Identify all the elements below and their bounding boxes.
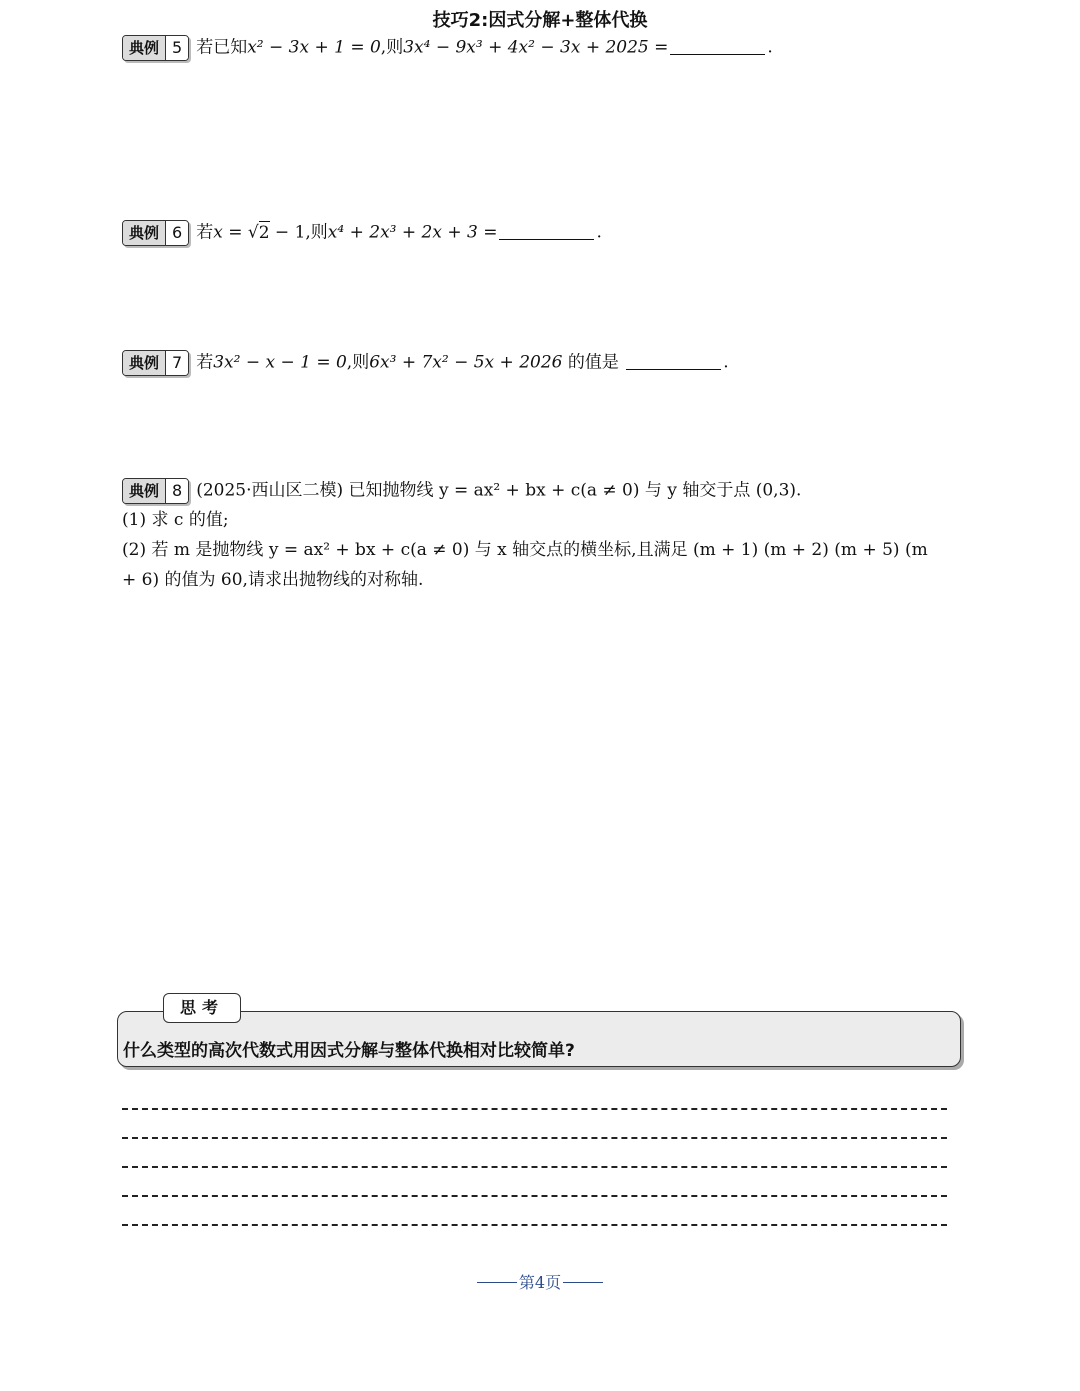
think-question: 什么类型的高次代数式用因式分解与整体代换相对比较简单? (123, 1041, 575, 1061)
answer-blank[interactable] (670, 38, 765, 55)
example-5: 典例 5 若已知x² − 3x + 1 = 0,则3x⁴ − 9x³ + 4x² − 3x + 2025 = . (122, 35, 773, 61)
example-7: 典例 7 若3x² − x − 1 = 0,则6x³ + 7x² − 5x + 2026 的值是 . (122, 350, 729, 376)
sqrt-symbol: √ (247, 222, 259, 243)
example-8-question-1: (1) 求 c 的值; (122, 510, 229, 530)
think-tab: 思考 (163, 993, 241, 1023)
answer-blank[interactable] (626, 353, 721, 370)
footer-rule-right (563, 1282, 603, 1283)
example-8: 典例 8 (2025·西山区二模) 已知抛物线 y = ax² + bx + c(a ≠ 0) 与 y 轴交于点 (0,3). (122, 478, 801, 504)
example-badge: 典例 8 (122, 478, 189, 504)
answer-line[interactable] (122, 1166, 947, 1168)
answer-line[interactable] (122, 1108, 947, 1110)
page-footer (0, 1270, 1080, 1293)
example-8-question-2-cont: + 6) 的值为 60,请求出抛物线的对称轴. (122, 570, 424, 590)
example-badge: 典例 7 (122, 350, 189, 376)
example-6: 典例 6 若x = √2 − 1,则x⁴ + 2x³ + 2x + 3 = . (122, 220, 602, 246)
page-number: 第4页 (518, 1273, 562, 1292)
answer-line[interactable] (122, 1137, 947, 1139)
answer-line[interactable] (122, 1224, 947, 1226)
page-title: 技巧2:因式分解+整体代换 (432, 10, 648, 31)
example-8-question-2: (2) 若 m 是抛物线 y = ax² + bx + c(a ≠ 0) 与 x 轴交点的横坐标,且满足 (m + 1) (m + 2) (m + 5) (m (122, 540, 928, 560)
example-badge: 典例 6 (122, 220, 189, 246)
answer-line[interactable] (122, 1195, 947, 1197)
footer-rule-left (477, 1282, 517, 1283)
answer-blank[interactable] (499, 223, 594, 240)
example-badge: 典例 5 (122, 35, 189, 61)
